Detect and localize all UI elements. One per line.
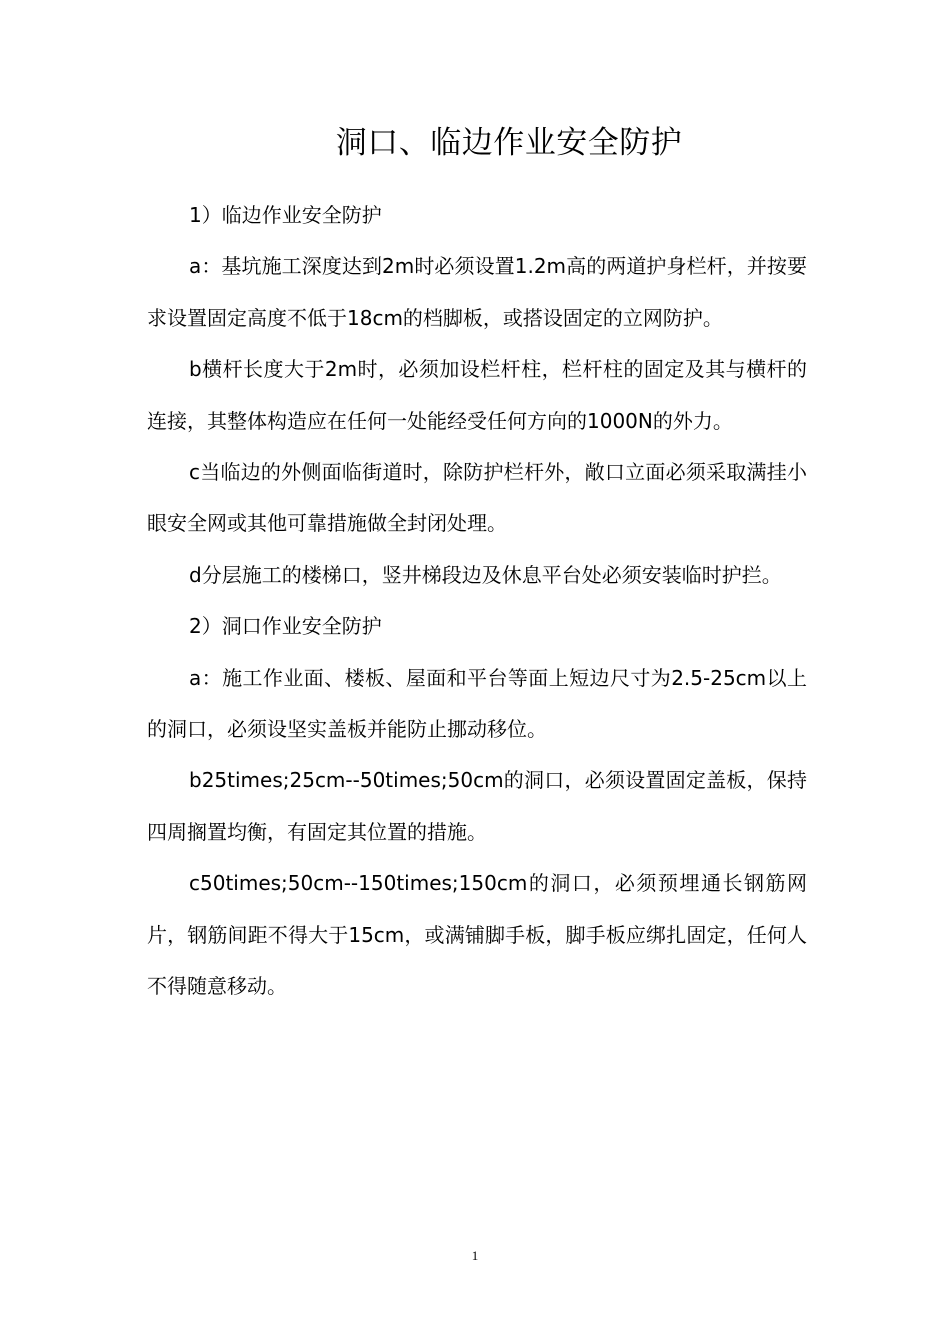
paragraph-opening-b: b25times;25cm--50times;50cm的洞口，必须设置固定盖板，保持四周搁置均衡，有固定其位置的措施。 [147,768,807,844]
document-body [147,190,807,1013]
paragraph-edge-b: b横杆长度大于2m时，必须加设栏杆柱，栏杆柱的固定及其与横杆的连接，其整体构造应在任何一处能经受任何方向的1000N的外力。 [147,357,807,433]
section-heading-opening-protection: 2）洞口作业安全防护 [189,614,382,639]
section-heading-edge-protection: 1）临边作业安全防护 [189,203,382,227]
paragraph-edge-c: c当临边的外侧面临街道时，除防护栏杆外，敞口立面必须采取满挂小眼安全网或其他可靠措施做全封闭处理。 [147,460,807,536]
paragraph-opening-c: c50times;50cm--150times;150cm的洞口，必须预埋通长钢筋网片，钢筋间距不得大于15cm，或满铺脚手板，脚手板应绑扎固定，任何人不得随意移动。 [147,871,807,999]
paragraph-edge-a: a：基坑施工深度达到2m时必须设置1.2m高的两道护身栏杆，并按要求设置固定高度不低于18cm的档脚板，或搭设固定的立网防护。 [147,254,807,330]
paragraph-edge-d: d分层施工的楼梯口，竖井梯段边及休息平台处必须安装临时护拦。 [189,562,782,587]
paragraph-opening-a: a：施工作业面、楼板、屋面和平台等面上短边尺寸为2.5-25cm以上的洞口，必须设坚实盖板并能防止挪动移位。 [147,665,807,742]
page-number: 1 [471,1248,479,1263]
page-title: 洞口、临边作业安全防护 [335,125,683,161]
